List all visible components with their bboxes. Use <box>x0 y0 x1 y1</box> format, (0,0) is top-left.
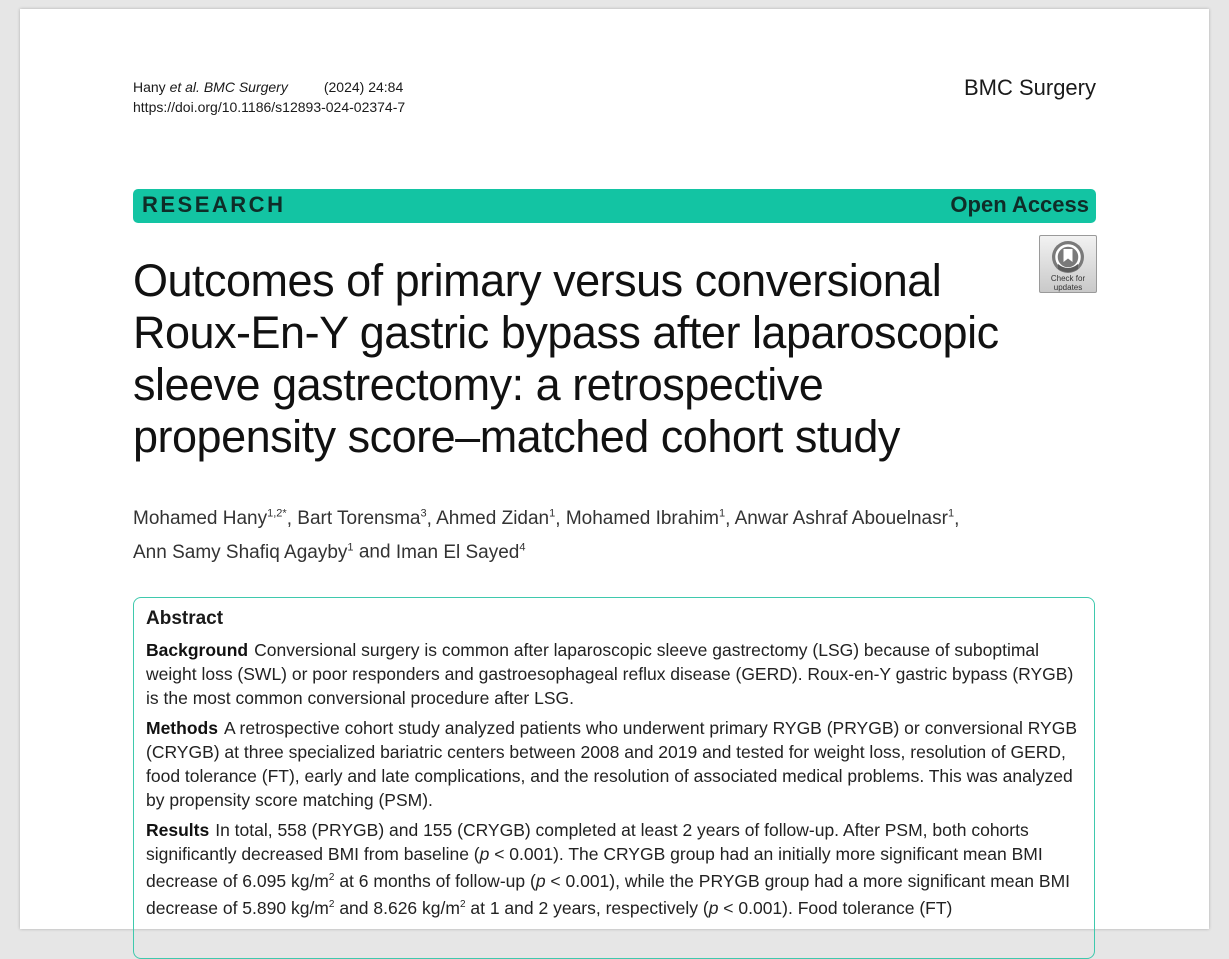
abstract-heading: Abstract <box>146 608 224 629</box>
citation-volume: (2024) 24:84 <box>323 79 404 95</box>
check-for-updates-text-1: Check for <box>1050 274 1086 283</box>
citation-etal: et al. <box>169 79 200 95</box>
check-for-updates-text-2: updates <box>1053 283 1083 292</box>
abstract-results: Results In total, 558 (PRYGB) and 155 (CRYGB) completed at least 2 years of follow-up. After PSM, both cohorts significantly decreased BMI from baseline (p < 0.001). The CRYGB group had an initially more significant mean BMI decrease of 6.095 $kg/m^2$ at 6 months of follow-up (p < 0.001), while the PRYGB group had a more significant mean BMI decrease of 5.890 $kg/m^2$ and 8.626 $kg/m^2$ at 1 and 2 years, respectively (p < 0.001). Food tolerance (FT) <box>146 820 1071 918</box>
citation-authors: Hany <box>133 79 166 95</box>
abstract-methods: Methods A retrospective cohort study analyzed patients who underwent primary RYGB (PRYGB) or conversional RYGB (CRYGB) at three specialized bariatric centers between 2008 and 2019 and tested for weight loss, resolution of GERD, food tolerance (FT), early and late complications, and the resolution of associated medical problems. This was analyzed by propensity score matching (PSM). <box>146 718 1077 810</box>
author[interactable]: Anwar Ashraf Abouelnasr$^1$ <box>734 508 955 530</box>
article-title: Outcomes of primary versus conversional Roux-En-Y gastric bypass after laparoscopic sleeve gastrectomy: a retrospective propensity score–matched cohort study <box>133 255 999 462</box>
abstract-box <box>133 597 1095 959</box>
crossmark-icon <box>1051 240 1085 274</box>
author[interactable]: Mohamed Ibrahim$^1$ <box>565 508 726 530</box>
open-access-label: Open Access <box>950 192 1089 217</box>
citation-header <box>133 77 405 117</box>
author[interactable]: Ahmed Zidan$^1$ <box>436 508 556 530</box>
paper-page <box>20 9 1209 929</box>
citation-journal: BMC Surgery <box>203 79 288 95</box>
author[interactable]: Iman El Sayed$^4$ <box>395 541 526 563</box>
author-list: Mohamed Hany$^{1,2*}$, Bart Torensma$^3$, Ahmed Zidan$^1$, Mohamed Ibrahim$^1$, Anwar Ashraf Abouelnasr$^1$, Ann Samy Shafiq Agayby$^1$ and Iman El Sayed$^4$ <box>133 508 960 563</box>
author[interactable]: Mohamed Hany$^{1,2*}$ <box>133 508 287 530</box>
author[interactable]: Ann Samy Shafiq Agayby$^1$ <box>133 541 354 563</box>
journal-name: BMC Surgery <box>963 75 1096 100</box>
check-for-updates-button[interactable] <box>1039 235 1097 293</box>
citation-line <box>133 77 405 97</box>
author[interactable]: Bart Torensma$^3$ <box>297 508 427 530</box>
abstract-background: Background Conversional surgery is common after laparoscopic sleeve gastrectomy (LSG) because of suboptimal weight loss (SWL) or poor responders and gastroesophageal reflux disease (GERD). Roux-en-Y gastric bypass (RYGB) is the most common conversional procedure after LSG. <box>146 640 1074 708</box>
article-type-banner <box>133 189 1096 223</box>
article-type: RESEARCH <box>142 192 286 217</box>
doi-link[interactable]: https://doi.org/10.1186/s12893-024-02374-7 <box>133 99 406 115</box>
